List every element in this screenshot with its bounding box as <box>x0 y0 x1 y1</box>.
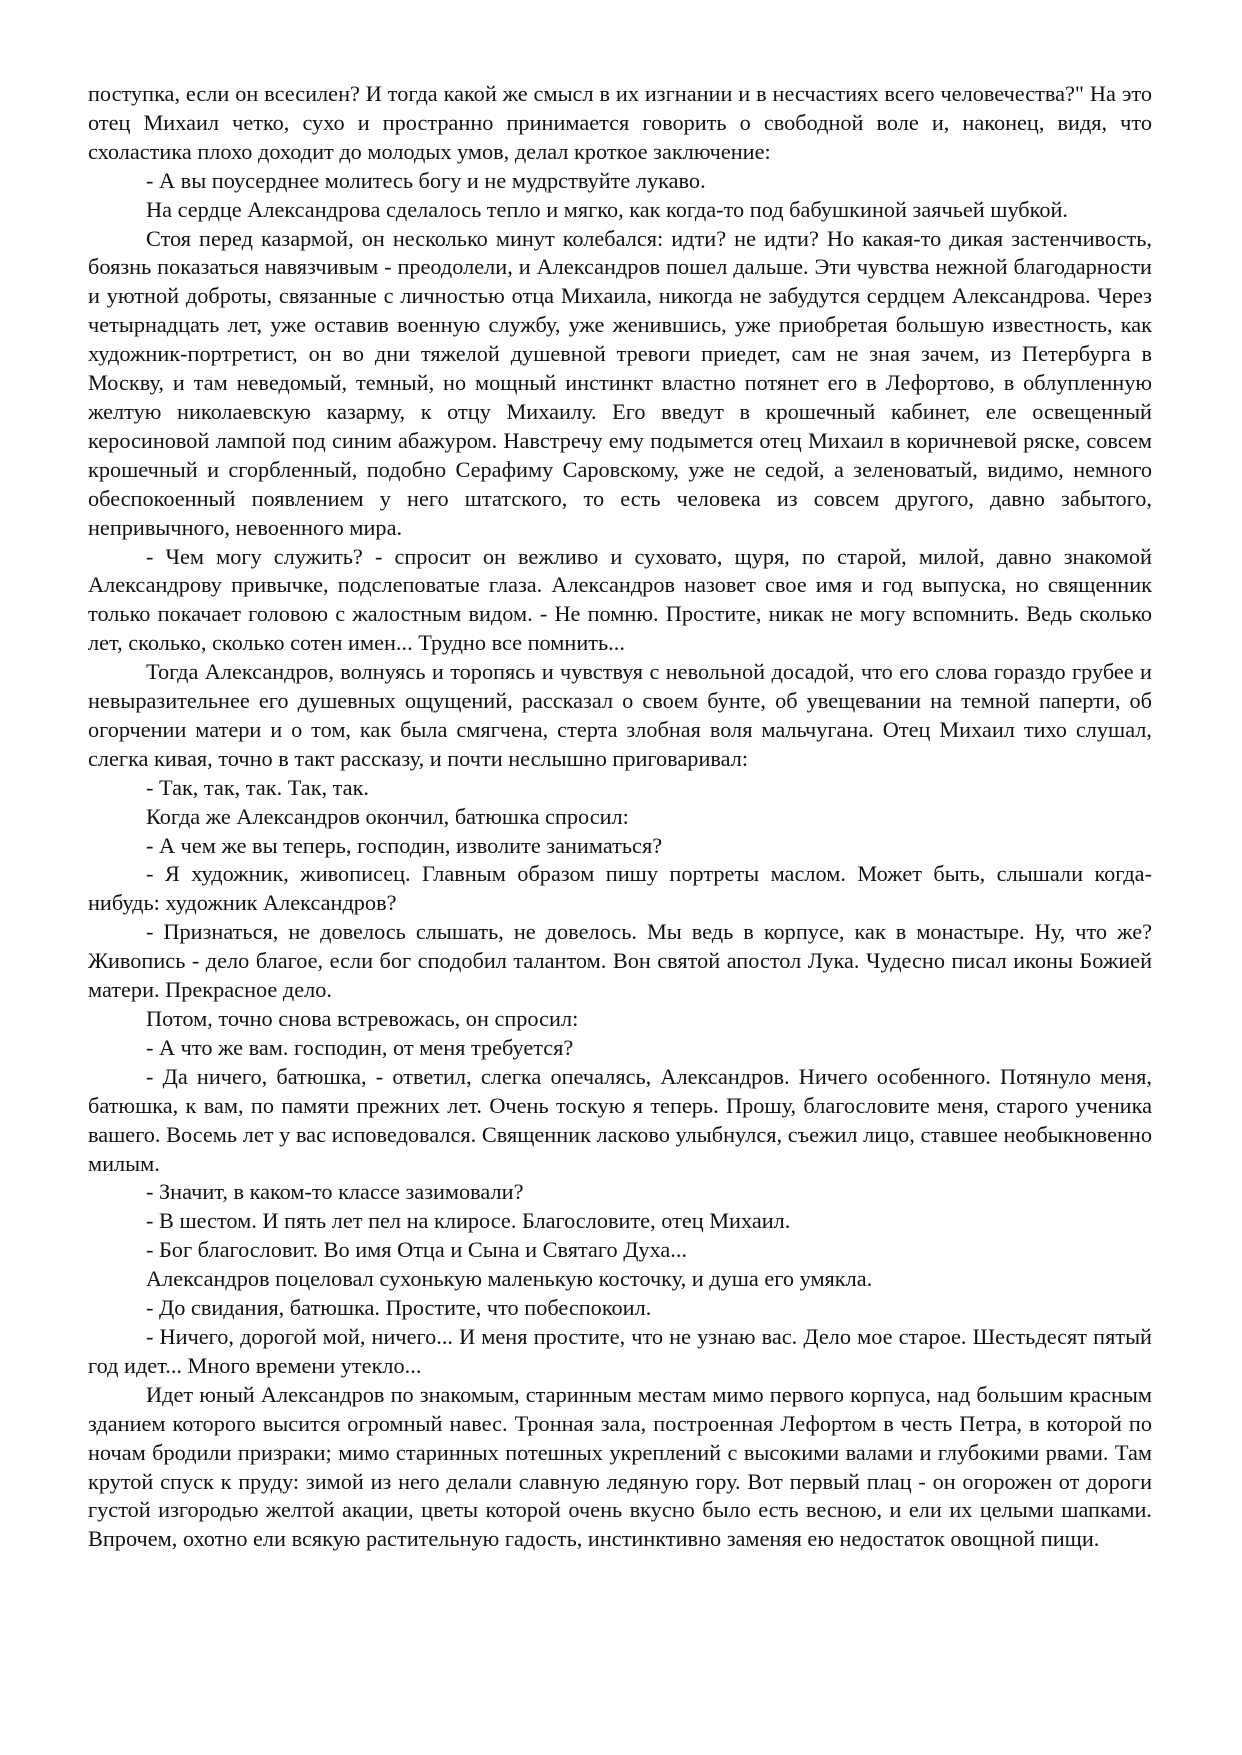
paragraph-20: - Ничего, дорогой мой, ничего... И меня простите, что не узнаю вас. Дело мое старое. Шестьдесят пятый год идет... Много времени утекло... <box>88 1323 1152 1378</box>
paragraph-1: поступка, если он всесилен? И тогда какой же смысл в их изгнании и в несчастиях всего человечества?" На это отец Михаил четко, сухо и пространно принимается говорить о свободной воле и, наконец, видя, что схоластика плохо доходит до молодых умов, делал кроткое заключение: <box>88 81 1152 164</box>
paragraph-3: На сердце Александрова сделалось тепло и мягко, как когда-то под бабушкиной заячьей шубкой. <box>146 196 1068 222</box>
paragraph-15: - Значит, в каком-то классе зазимовали? <box>146 1179 524 1205</box>
document-page <box>88 80 1152 1554</box>
paragraph-4: Стоя перед казармой, он несколько минут колебался: идти? не идти? Но какая-то дикая застенчивость, боязнь показаться навязчивым - преодолели, и Александров пошел дальше. Эти чувства нежной благодарности и уютной доброты, связанные с личностью отца Михаила, никогда не забудутся сердцем Александрова. Через четырнадцать лет, уже оставив военную службу, уже женившись, уже приобретая большую известность, как художник-портретист, он во дни тяжелой душевной тревоги приедет, сам не зная зачем, из Петербурга в Москву, и там неведомый, темный, но мощный инстинкт властно потянет его в Лефортово, в облупленную желтую николаевскую казарму, к отцу Михаилу. Его введут в крошечный кабинет, еле освещенный керосиновой лампой под синим абажуром. Навстречу ему подымется отец Михаил в коричневой ряске, совсем крошечный и сгорбленный, подобно Серафиму Саровскому, уже не седой, а зеленоватый, видимо, немного обеспокоенный появлением у него штатского, то есть человека из совсем другого, давно забытого, непривычного, невоенного мира. <box>88 225 1152 540</box>
paragraph-19: - До свидания, батюшка. Простите, что побеспокоил. <box>146 1295 652 1321</box>
paragraph-11: - Признаться, не довелось слышать, не довелось. Мы ведь в корпусе, как в монастыре. Ну, что же? Живопись - дело благое, если бог сподобил талантом. Вон святой апостол Лука. Чудесно писал иконы Божией матери. Прекрасное дело. <box>88 919 1152 1003</box>
paragraph-17: - Бог благословит. Во имя Отца и Сына и Святаго Духа... <box>146 1237 688 1263</box>
paragraph-5: - Чем могу служить? - спросит он вежливо и суховато, щуря, по старой, милой, давно знакомой Александрову привычке, подслеповатые глаза. Александров назовет свое имя и год выпуска, но священник только покачает головою с жалостным видом. - Не помню. Простите, никак не могу вспомнить. Ведь сколько лет, сколько, сколько сотен имен... Трудно все помнить... <box>88 543 1152 656</box>
paragraph-2: - А вы поусерднее молитесь богу и не мудрствуйте лукаво. <box>146 167 706 193</box>
paragraph-21: Идет юный Александров по знакомым, старинным местам мимо первого корпуса, над большим красным зданием которого высится огромный навес. Тронная зала, построенная Лефортом в честь Петра, в которой по ночам бродили призраки; мимо старинных потешных укреплений с высокими валами и глубокими рвами. Там крутой спуск к пруду: зимой из него делали славную ледяную гору. Вот первый плац - он огорожен от дороги густой изгородью желтой акации, цветы которой очень вкусно было есть весною, и ели их целыми шапками. Впрочем, охотно ели всякую растительную гадость, инстинктивно заменяя ею недостаток овощной пищи. <box>88 1381 1152 1552</box>
paragraph-14: - Да ничего, батюшка, - ответил, слегка опечалясь, Александров. Ничего особенного. Потянуло меня, батюшка, к вам, по памяти прежних лет. Очень тоскую я теперь. Прошу, благословите меня, старого ученика вашего. Восемь лет у вас исповедовался. Священник ласково улыбнулся, съежил лицо, ставшее необыкновенно милым. <box>88 1063 1152 1176</box>
paragraph-9: - А чем же вы теперь, господин, изволите заниматься? <box>146 832 663 858</box>
paragraph-6: Тогда Александров, волнуясь и торопясь и чувствуя с невольной досадой, что его слова гораздо грубее и невыразительнее его душевных ощущений, рассказал о своем бунте, об увещевании на темной паперти, об огорчении матери и о том, как была смягчена, стерта злобная воля мальчугана. Отец Михаил тихо слушал, слегка кивая, точно в такт рассказу, и почти неслышно приговаривал: <box>88 659 1152 771</box>
paragraph-13: - А что же вам. господин, от меня требуется? <box>146 1034 574 1060</box>
paragraph-8: Когда же Александров окончил, батюшка спросил: <box>146 803 629 829</box>
paragraph-12: Потом, точно снова встревожась, он спросил: <box>146 1006 579 1031</box>
paragraph-18: Александров поцеловал сухонькую маленькую косточку, и душа его умякла. <box>146 1266 873 1292</box>
paragraph-16: - В шестом. И пять лет пел на клиросе. Благословите, отец Михаил. <box>146 1208 791 1234</box>
paragraph-7: - Так, так, так. Так, так. <box>146 774 369 800</box>
paragraph-10: - Я художник, живописец. Главным образом пишу портреты маслом. Может быть, слышали когда-нибудь: художник Александров? <box>88 861 1152 916</box>
